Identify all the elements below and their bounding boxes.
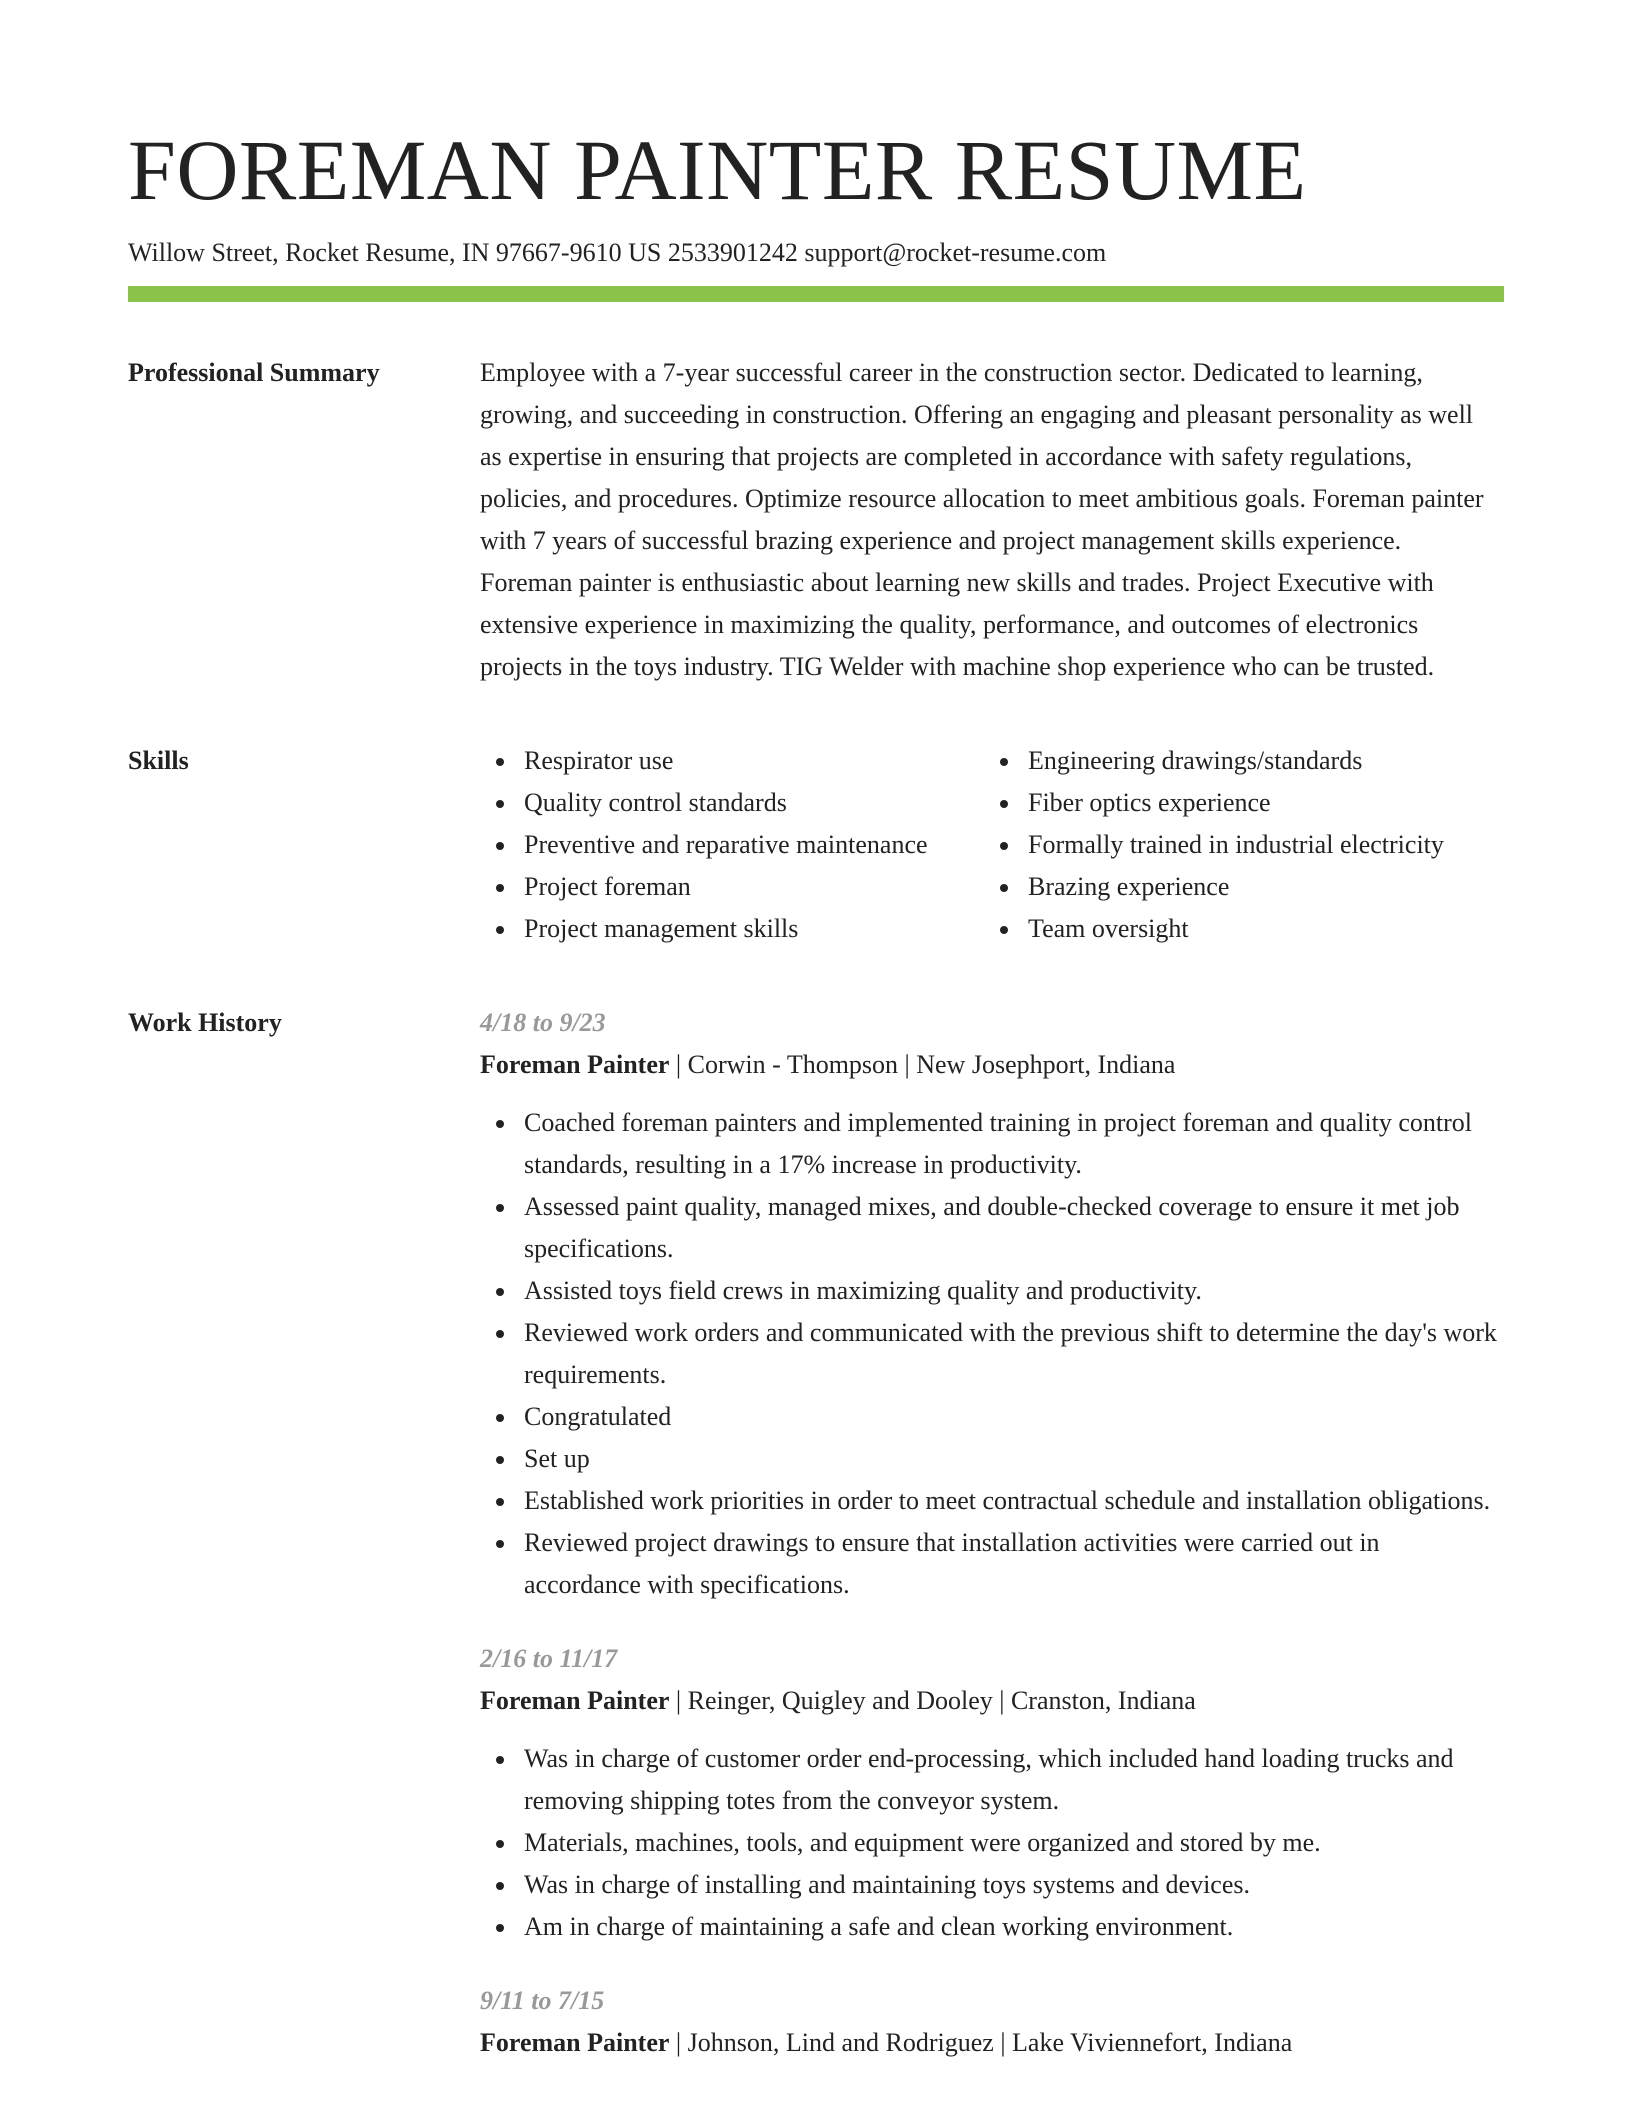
section-label-work-history: Work History bbox=[128, 1008, 282, 1037]
job-duty: Assessed paint quality, managed mixes, and double-checked coverage to ensure it met job specifications. bbox=[480, 1186, 1500, 1270]
job-entry bbox=[480, 1980, 1504, 2064]
resume-title: FOREMAN PAINTER RESUME bbox=[128, 122, 1307, 218]
skill-item: Fiber optics experience bbox=[984, 782, 1504, 824]
skill-item: Engineering drawings/standards bbox=[984, 740, 1504, 782]
skill-item: Respirator use bbox=[480, 740, 984, 782]
job-duty: Am in charge of maintaining a safe and clean working environment. bbox=[480, 1906, 1500, 1948]
skill-item: Formally trained in industrial electricity bbox=[984, 824, 1504, 866]
job-employer-location: | Reinger, Quigley and Dooley | Cranston, Indiana bbox=[669, 1686, 1196, 1715]
job-duty: Established work priorities in order to meet contractual schedule and installation obligations. bbox=[480, 1480, 1500, 1522]
job-entry bbox=[480, 1638, 1504, 1948]
job-duty: Materials, machines, tools, and equipment were organized and stored by me. bbox=[480, 1822, 1500, 1864]
job-title: Foreman Painter bbox=[480, 1050, 670, 1079]
skill-item: Quality control standards bbox=[480, 782, 984, 824]
skills-section bbox=[128, 740, 1504, 950]
accent-divider bbox=[128, 286, 1504, 302]
skill-item: Project foreman bbox=[480, 866, 984, 908]
job-dates: 2/16 to 11/17 bbox=[480, 1644, 618, 1673]
skills-column-right bbox=[984, 740, 1504, 950]
job-duty: Reviewed project drawings to ensure that installation activities were carried out in accordance with specifications. bbox=[480, 1522, 1500, 1606]
job-entry bbox=[480, 1002, 1504, 1606]
job-heading bbox=[480, 2022, 1504, 2064]
work-history-section bbox=[128, 1002, 1504, 2064]
professional-summary-section bbox=[128, 352, 1504, 688]
section-label-summary: Professional Summary bbox=[128, 358, 380, 387]
job-duty: Coached foreman painters and implemented training in project foreman and quality control standards, resulting in a 17% increase in productivity. bbox=[480, 1102, 1500, 1186]
summary-text: Employee with a 7-year successful career in the construction sector. Dedicated to learning, growing, and succeeding in construction. Offering an engaging and pleasant personality as well as expertise in ensuring that projects are completed in accordance with safety regulations, policies, and procedures. Optimize resource allocation to meet ambitious goals. Foreman painter with 7 years of successful brazing experience and project management skills experience. Foreman painter is enthusiastic about learning new skills and trades. Project Executive with extensive experience in maximizing the quality, performance, and outcomes of electronics projects in the toys industry. TIG Welder with machine shop experience who can be trusted. bbox=[480, 358, 1484, 681]
job-duties bbox=[480, 1738, 1500, 1948]
job-duty: Reviewed work orders and communicated with the previous shift to determine the day's work requirements. bbox=[480, 1312, 1500, 1396]
job-dates: 4/18 to 9/23 bbox=[480, 1008, 606, 1037]
job-duty: Was in charge of customer order end-processing, which included hand loading trucks and removing shipping totes from the conveyor system. bbox=[480, 1738, 1500, 1822]
job-employer-location: | Johnson, Lind and Rodriguez | Lake Viviennefort, Indiana bbox=[669, 2028, 1293, 2057]
skills-column-left bbox=[480, 740, 984, 950]
skill-item: Team oversight bbox=[984, 908, 1504, 950]
job-title: Foreman Painter bbox=[480, 1686, 670, 1715]
skill-item: Preventive and reparative maintenance bbox=[480, 824, 984, 866]
job-duty: Was in charge of installing and maintaining toys systems and devices. bbox=[480, 1864, 1500, 1906]
job-duty: Assisted toys field crews in maximizing quality and productivity. bbox=[480, 1270, 1500, 1312]
section-label-skills: Skills bbox=[128, 746, 189, 775]
job-duties bbox=[480, 1102, 1500, 1606]
job-title: Foreman Painter bbox=[480, 2028, 670, 2057]
skill-item: Project management skills bbox=[480, 908, 984, 950]
resume-page bbox=[128, 118, 1504, 2064]
job-duty: Congratulated bbox=[480, 1396, 1500, 1438]
skill-item: Brazing experience bbox=[984, 866, 1504, 908]
job-duty: Set up bbox=[480, 1438, 1500, 1480]
job-dates: 9/11 to 7/15 bbox=[480, 1986, 605, 2015]
job-employer-location: | Corwin - Thompson | New Josephport, Indiana bbox=[669, 1050, 1176, 1079]
job-heading bbox=[480, 1044, 1504, 1086]
contact-line: Willow Street, Rocket Resume, IN 97667-9610 US 2533901242 support@rocket-resume.com bbox=[128, 238, 1107, 267]
job-heading bbox=[480, 1680, 1504, 1722]
